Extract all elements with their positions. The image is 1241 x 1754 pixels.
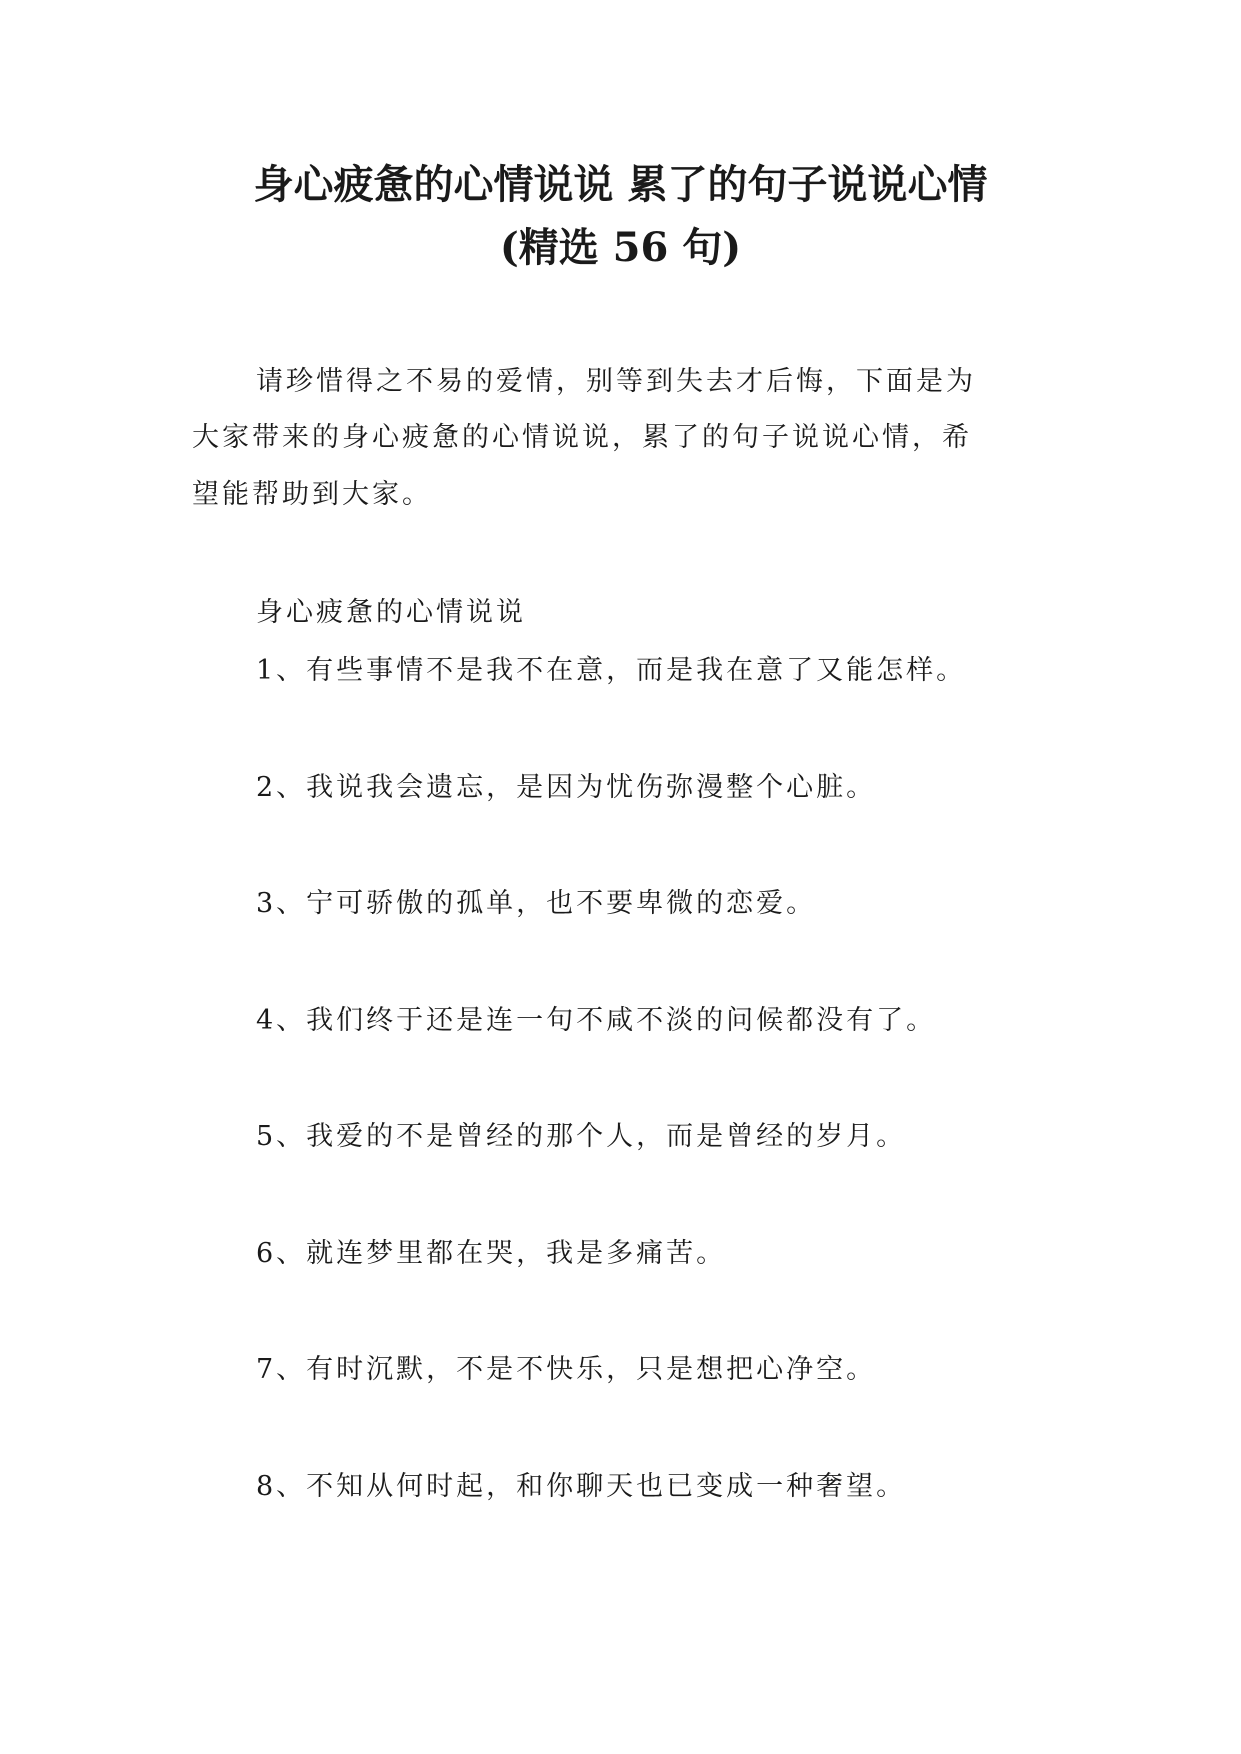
- list-item: 4、我们终于还是连一句不咸不淡的问候都没有了。: [256, 1005, 937, 1036]
- section-heading: 身心疲惫的心情说说: [256, 597, 526, 628]
- intro-paragraph-line: 请珍惜得之不易的爱情，别等到失去才后悔，下面是为: [256, 366, 976, 397]
- document-title: 身心疲惫的心情说说 累了的句子说说心情: [253, 161, 988, 208]
- list-item: 1、有些事情不是我不在意，而是我在意了又能怎样。: [256, 655, 967, 686]
- list-item: 5、我爱的不是曾经的那个人，而是曾经的岁月。: [256, 1121, 907, 1152]
- list-item: 3、宁可骄傲的孤单，也不要卑微的恋爱。: [256, 888, 817, 919]
- list-item: 7、有时沉默，不是不快乐，只是想把心净空。: [256, 1354, 877, 1385]
- intro-paragraph-line: 望能帮助到大家。: [192, 479, 432, 510]
- intro-paragraph-line: 大家带来的身心疲惫的心情说说，累了的句子说说心情，希: [192, 422, 972, 453]
- list-item: 8、不知从何时起，和你聊天也已变成一种奢望。: [256, 1471, 907, 1502]
- document-subtitle: (精选 56 句): [499, 224, 742, 271]
- list-item: 6、就连梦里都在哭，我是多痛苦。: [256, 1238, 727, 1269]
- list-item: 2、我说我会遗忘，是因为忧伤弥漫整个心脏。: [256, 772, 877, 803]
